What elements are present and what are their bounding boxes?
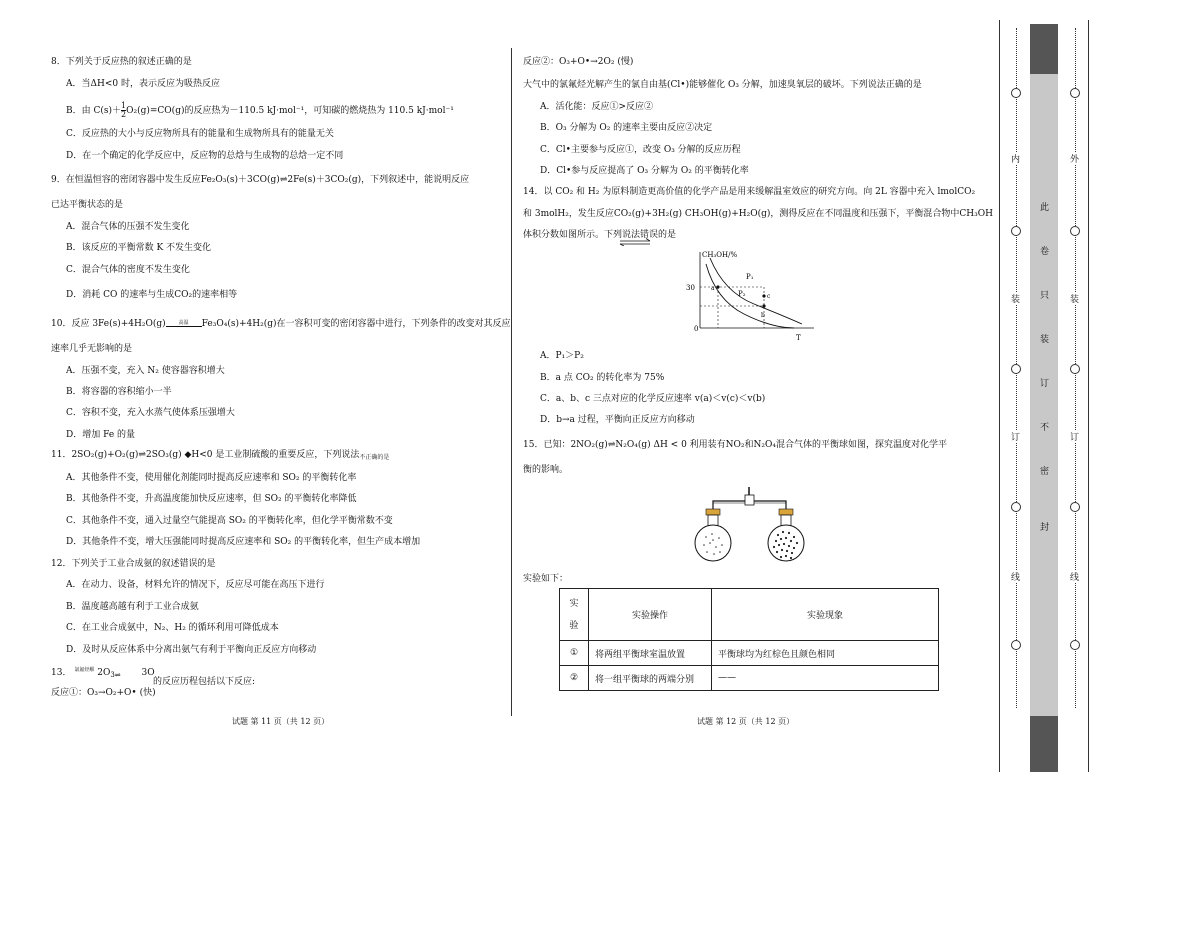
reaction-2: 反应②：O₃+O•→2O₂ (慢) xyxy=(523,57,634,67)
q10-option-b: B．将容器的容积缩小一半 xyxy=(66,387,172,397)
inner-char-3: 线 xyxy=(1011,570,1020,583)
notice-char-6: 密 xyxy=(1040,467,1050,477)
left-page-footer: 试题 第 11 页（共 12 页） xyxy=(232,717,330,726)
q10-stem: 10．反应 3Fe(s)+4H₂O(g) 高温 Fe₃O₄(s)+4H₂(g)在一容积可变的密闭容器中进行，下列条件的改变对其反应 xyxy=(51,319,511,329)
equilibrium-arrow-icon xyxy=(618,238,652,246)
table-header-row xyxy=(560,589,939,641)
q9-stem-2: 已达平衡状态的是 xyxy=(51,200,124,210)
point-b xyxy=(762,304,765,307)
q10-option-d: D．增加 Fe 的量 xyxy=(66,430,136,440)
q14-option-b: B．a 点 CO₂ 的转化率为 75% xyxy=(540,373,665,383)
notice-char-7: 封 xyxy=(1040,523,1050,533)
ch3oh-chart xyxy=(672,248,822,346)
q11-option-c: C．其他条件不变，通入过量空气能提高 SO₂ 的平衡转化率，但化学平衡常数不变 xyxy=(66,516,393,526)
notice-char-2: 只 xyxy=(1040,291,1050,301)
stopcock-icon xyxy=(745,495,754,505)
series-p2-label: P₂ xyxy=(738,290,746,298)
q12-option-a: A．在动力、设备，材料允许的情况下，反应尽可能在高压下进行 xyxy=(66,580,325,590)
q13-option-d: D．Cl•参与反应提高了 O₃ 分解为 O₂ 的平衡转化率 xyxy=(540,166,749,176)
point-c xyxy=(762,294,765,297)
header-phenomenon: 实验现象 xyxy=(712,589,939,641)
inner-char-0: 内 xyxy=(1011,152,1020,165)
q13-option-c: C．Cl•主要参与反应①，改变 O₃ 分解的反应历程 xyxy=(540,145,741,155)
q9-option-d: D．消耗 CO 的速率与生成CO₂的速率相等 xyxy=(66,290,238,300)
chart-ylabel: CH₃OH/% xyxy=(702,251,738,259)
point-a xyxy=(716,285,719,288)
inner-char-2: 订 xyxy=(1011,430,1020,443)
outer-char-2: 订 xyxy=(1070,430,1079,443)
q8-stem: 8．下列关于反应热的叙述正确的是 xyxy=(51,57,192,67)
inner-char-1: 装 xyxy=(1011,292,1020,305)
q14-option-c: C．a、b、c 三点对应的化学反应速率 v(a)＜v(c)＜v(b) xyxy=(540,394,766,404)
q14-stem-3: 体积分数如图所示。下列说法错误的是 xyxy=(523,230,677,240)
q11-option-b: B．其他条件不变，升高温度能加快反应速率，但 SO₂ 的平衡转化率降低 xyxy=(66,494,357,504)
point-b-label: b xyxy=(761,312,765,319)
q14-option-d: D．b→a 过程，平衡向正反应方向移动 xyxy=(540,415,695,425)
q10-stem-2: 速率几乎无影响的是 xyxy=(51,344,133,354)
header-experiment: 实 验 xyxy=(560,589,589,641)
series-p1-line xyxy=(710,258,802,324)
q8-option-c: C．反应热的大小与反应物所具有的能量和生成物所具有的能量无关 xyxy=(66,129,334,139)
q8-option-a: A．当ΔH<0 时，表示反应为吸热反应 xyxy=(66,79,220,89)
series-p1-label: P₁ xyxy=(746,273,754,281)
right-page-footer: 试题 第 12 页（共 12 页） xyxy=(697,717,795,726)
notice-char-5: 不 xyxy=(1040,423,1050,433)
table-row: ② 将一组平衡球的两端分别 —— xyxy=(560,666,939,691)
q12-option-c: C．在工业合成氨中，N₂、H₂ 的循环利用可降低成本 xyxy=(66,623,279,633)
q15-stem-1: 15．已知：2NO₂(g)⇌N₂O₄(g) ΔH < 0 利用装有NO₂和N₂O₄混合气体的平衡球如图，探究温度对化学平 xyxy=(523,440,948,450)
q14-stem-1: 14．以 CO₂ 和 H₂ 为原料制造更高价值的化学产品是用来缓解温室效应的研究方向。向 2L 容器中充入 lmolCO₂ xyxy=(523,187,976,197)
q9-option-c: C．混合气体的密度不发生变化 xyxy=(66,265,190,275)
q8-option-b: B．由 C(s)＋ $\frac{1}{2}$ O₂(g)=CO(g)的反应热为－110.5 kJ·mol⁻¹，可知碳的燃烧热为 110.5 kJ·mol⁻¹ xyxy=(66,101,454,119)
q10-option-a: A．压强不变，充入 N₂ 使容器容积增大 xyxy=(66,366,225,376)
notice-char-1: 卷 xyxy=(1040,247,1050,257)
point-a-label: a xyxy=(711,285,715,292)
q13-option-b: B．O₃ 分解为 O₂ 的速率主要由反应②决定 xyxy=(540,123,713,133)
q12-stem: 12．下列关于工业合成氨的叙述错误的是 xyxy=(51,559,216,569)
notice-char-3: 装 xyxy=(1040,335,1050,345)
notice-char-4: 订 xyxy=(1040,379,1050,389)
q11-stem: 11．2SO₂(g)+O₂(g)⇌2SO₃(g) ◆H<0 是工业制硫酸的重要反应，下列说法$_{不正确的是}$ xyxy=(51,450,390,461)
q9-option-b: B．该反应的平衡常数 K 不发生变化 xyxy=(66,243,212,253)
q13-intro: 大气中的氯氟烃光解产生的氯自由基(Cl•)能够催化 O₃ 分解，加速臭氧层的破坏。下列说法正确的是 xyxy=(523,80,922,90)
q9-option-a: A．混合气体的压强不发生变化 xyxy=(66,222,190,232)
q14-stem-2: 和 3molH₂，发生反应CO₂(g)+3H₂(g) CH₃OH(g)+H₂O(g)，测得反应在不同温度和压强下，平衡混合物中CH₃OH xyxy=(523,209,993,219)
q12-option-d: D．及时从反应体系中分离出氨气有利于平衡向正反应方向移动 xyxy=(66,645,317,655)
q15-stem-2: 衡的影响。 xyxy=(523,465,569,475)
q10-option-c: C．容积不变，充入水蒸气使体系压强增大 xyxy=(66,408,235,418)
outer-char-3: 线 xyxy=(1070,570,1079,583)
q12-option-b: B．温度越高越有利于工业合成氨 xyxy=(66,602,199,612)
q13-line-2: 的反应历程包括以下反应: xyxy=(153,677,256,687)
chart-y-tick: 30 xyxy=(686,284,695,292)
q13-reaction-1: 反应①：O₃→O₂+O• (快) xyxy=(51,688,156,698)
q11-option-a: A．其他条件不变，使用催化剂能同时提高反应速率和 SO₂ 的平衡转化率 xyxy=(66,473,357,483)
point-c-label: c xyxy=(767,293,771,300)
strip-bottom-block xyxy=(1030,716,1058,772)
header-operation: 实验操作 xyxy=(589,589,712,641)
outer-char-0: 外 xyxy=(1070,152,1079,165)
notice-char-0: 此 xyxy=(1040,203,1050,213)
equilibrium-balls-figure xyxy=(694,485,812,563)
q8-option-d: D．在一个确定的化学反应中，反应物的总焓与生成物的总焓一定不同 xyxy=(66,151,344,161)
chart-origin-label: 0 xyxy=(694,325,699,333)
q9-stem: 9．在恒温恒容的密闭容器中发生反应Fe₂O₃(s)＋3CO(g)⇌2Fe(s)＋3CO₂(g)，下列叙述中，能说明反应 xyxy=(51,175,470,185)
strip-gray-bar xyxy=(1030,74,1058,716)
experiment-table xyxy=(559,588,939,691)
table-row: ① 将两组平衡球室温放置 平衡球均为红棕色且颜色相同 xyxy=(560,641,939,666)
q13-stem: 13． $^{氯氟烃解}$ $2O_{3\rightleftharpoons}$ 3O xyxy=(51,667,155,679)
column-divider xyxy=(511,48,512,716)
experiment-intro: 实验如下： xyxy=(523,574,569,584)
chart-xlabel: T xyxy=(796,334,801,342)
q13-option-a: A．活化能：反应①>反应② xyxy=(540,102,654,112)
outer-char-1: 装 xyxy=(1070,292,1079,305)
q14-option-a: A．P₁＞P₂ xyxy=(540,351,584,361)
q11-option-d: D．其他条件不变，增大压强能同时提高反应速率和 SO₂ 的平衡转化率，但生产成本增加 xyxy=(66,537,421,547)
strip-top-block xyxy=(1030,24,1058,74)
